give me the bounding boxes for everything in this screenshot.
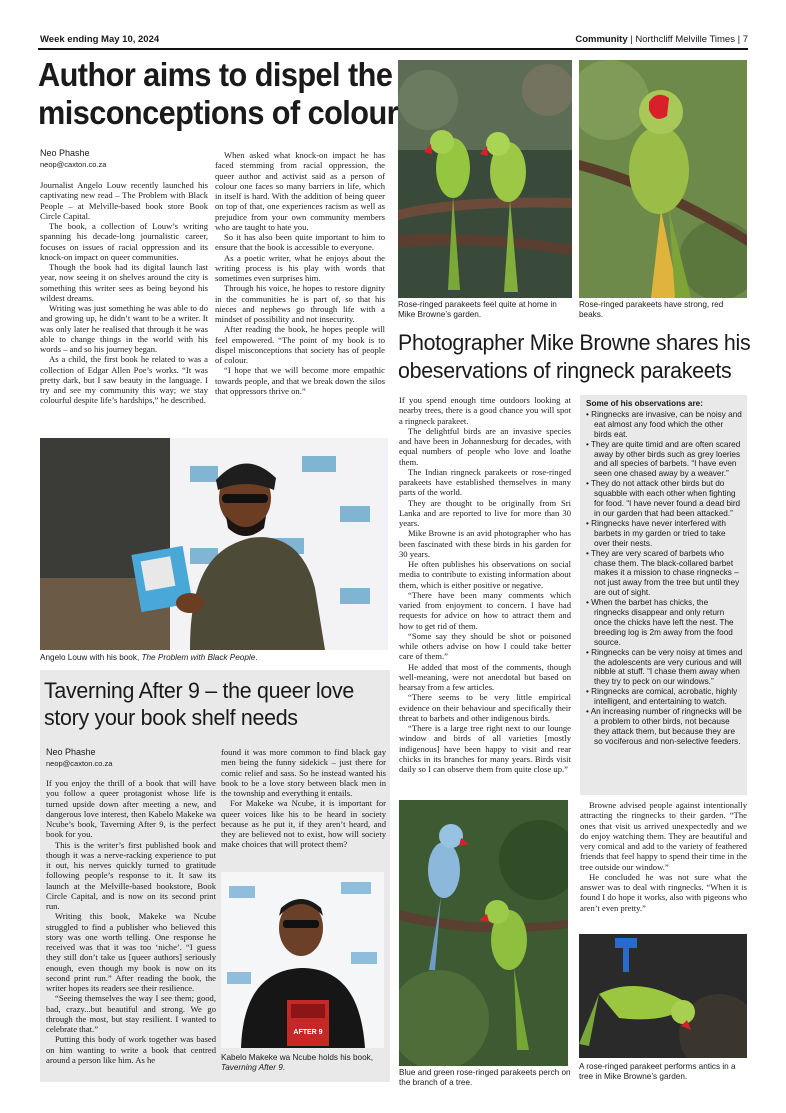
article3-column1 xyxy=(399,395,571,791)
article1-byline xyxy=(40,148,106,170)
paragraph: If you enjoy the thrill of a book that will have you follow a queer protagonist whose life is turned upside down after meeting a new, and dangerous love interest, then Kabelo Makeke wa Ncube’s book, Taverning After 9, is the perfect book for you. xyxy=(46,778,216,840)
observation-item: • Ringnecks have never interfered with barbets in my garden or tried to take over their nests. xyxy=(586,519,743,549)
article2-column2 xyxy=(221,747,386,867)
paragraph: “There is a large tree right next to our lounge window and birds of all varieties [mostly indigenous] have been happy to visit and rear chicks in its branches for many years. Birds visit daily so I can observe them from quite close up.” xyxy=(399,723,571,774)
parakeet-red-beak-photo xyxy=(579,60,747,298)
byline-email[interactable]: neop@caxton.co.za xyxy=(46,759,113,768)
article1-headline xyxy=(38,56,399,132)
caption-bottom-right: A rose-ringed parakeet performs antics in a tree in Mike Browne’s garden. xyxy=(579,1062,736,1081)
paragraph: As a poetic writer, what he enjoys about the writing process is his play with words that sometimes even surprises him. xyxy=(215,252,385,283)
article1-column2 xyxy=(215,150,385,434)
paragraph: Through his voice, he hopes to restore dignity in the communities he is part of, so that his nieces and nephews go through life with a mindset of possibility and not insecurity. xyxy=(215,283,385,324)
article1-headline-line1: Author aims to dispel the xyxy=(38,56,393,93)
observation-item: • Ringnecks are invasive, can be noisy and eat almost any food which the other birds eat. xyxy=(586,410,743,440)
article2-headline-line2: story your book shelf needs xyxy=(44,705,298,730)
byline-email[interactable]: neop@caxton.co.za xyxy=(40,160,107,169)
article3-headline-line1: Photographer Mike Browne shares his xyxy=(398,330,751,355)
paragraph: “There seems to be very little empirical evidence on their behaviour and specifically their threat to barbets and other indigenous birds. xyxy=(399,692,571,723)
paragraph: They are thought to be originally from Sri Lanka and are reported to live for more than 30 years. xyxy=(399,497,571,528)
kabelo-photo-caption: Kabelo Makeke wa Ncube holds his book, Taverning After 9. xyxy=(221,1053,374,1072)
paragraph: If you spend enough time outdoors looking at nearby trees, there is a good chance you will spot a ringneck parakeet. xyxy=(399,395,571,426)
article3-headline-line2: obeservations of ringneck parakeets xyxy=(398,358,732,383)
observation-item: • They do not attack other birds but do squabble with each other when fighting for food. “I have never found a dead bird in our garden that had been attacked.” xyxy=(586,479,743,519)
article2-column1 xyxy=(46,778,216,1082)
issue-date: Week ending May 10, 2024 xyxy=(40,34,160,45)
article1-headline-line2: misconceptions of colour xyxy=(38,94,399,131)
article2-headline xyxy=(44,677,377,731)
observation-item: • They are quite timid and are often scared away by other birds such as grey loeries and all species of barbets. “I have even seen one chased away by a weaver.” xyxy=(586,440,743,480)
paragraph: He often publishes his observations on social media to contribute to existing information about them, which is either positive or negative. xyxy=(399,559,571,590)
paragraph: This is the writer’s first published book and though it was a nerve-racking experience to put it out, his nerves quickly turned to gratitude following people’s response to it. It saw its launch at the Melville-based bookstore, Book Circle Capital, and is now on its second print run. xyxy=(46,839,216,911)
observation-item: • They are very scared of barbets who chase them. The black-collared barbet makes it a mission to chase ringnecks – not just away from the tree but until they are out of sight. xyxy=(586,549,743,599)
paragraph: found it was more common to find black gay men being the funny sidekick – just there for comic relief and sass. So he instead wanted his book to be a love story between black men in the township and everything it entails. xyxy=(221,747,386,798)
article2-byline xyxy=(46,747,112,769)
paragraph: Mike Browne is an avid photographer who has been fascinated with these birds in his garden for 30 years. xyxy=(399,528,571,559)
article3-headline xyxy=(398,329,751,385)
byline-name: Neo Phashe xyxy=(40,148,90,158)
caption-bottom-left: Blue and green rose-ringed parakeets perch on the branch of a tree. xyxy=(399,1068,571,1087)
paragraph: The book, a collection of Louw’s writing spanning his decade-long journalistic career, focuses on issues of racial oppression and its knock-on impact on queer communities. xyxy=(40,221,208,262)
paragraph: When asked what knock-on impact he has faced stemming from racial oppression, the queer author and activist said as a person of colour one faces so many barriers in life, which in itself is hard. With the addition of being queer on top of that, one experiences racism as well as prejudice from your own community members who are taught to hate you. xyxy=(215,150,385,232)
paragraph: For Makeke wa Ncube, it is important for queer voices like his to be heard in society because as he put it, if they aren’t heard, and they are believed not to exist, how will society make choices that will protect them? xyxy=(221,798,386,850)
article3-column3 xyxy=(580,800,747,934)
paragraph: As a child, the first book he related to was a collection of Edgar Allen Poe’s works. “It was pretty dark, but I saw beauty in the language. I try and see my community this way; we stay colourful despite life’s hardships,” he described. xyxy=(40,354,208,406)
angelo-photo-caption: Angelo Louw with his book, The Problem with Black People. xyxy=(40,653,258,662)
observation-item: • Ringnecks are comical, acrobatic, highly intelligent, and entertaining to watch. xyxy=(586,687,743,707)
paragraph: Though the book had its digital launch last year, now seeing it on shelves around the city is something this writer sees as being beyond his wildest dreams. xyxy=(40,262,208,303)
article2-headline-line1: Taverning After 9 – the queer love xyxy=(44,678,354,703)
paragraph: So it has also been quite important to him to ensure that the book is accessible to everyone. xyxy=(215,232,385,253)
paragraph: After reading the book, he hopes people will feel empowered. “The point of my book is to dispel misconceptions that society has of people of colour. xyxy=(215,324,385,365)
section-label xyxy=(575,34,748,45)
angelo-louw-photo xyxy=(40,438,388,650)
paragraph: “Seeing themselves the way I see them; good, bad, crazy...but beautiful and strong. We go through the most, but stay resilient. I wanted to celebrate that.” xyxy=(46,993,216,1034)
observations-list xyxy=(586,399,743,747)
section-name: Community xyxy=(575,34,628,45)
paragraph: Browne advised people against intentionally attracting the ringnecks to their garden. “The ones that visit us arrived unexpectedly and we do enjoy watching them. They are beautiful and very comical and add to the variety of feathered friends that feel happy to spend their time in the tree outside our window.” xyxy=(580,800,747,872)
paragraph: The delightful birds are an invasive species and have been in Johannesburg for decades, with equal numbers of people who love and loathe them. xyxy=(399,425,571,467)
paragraph: Journalist Angelo Louw recently launched his captivating new read – The Problem with Black People – at Melville-based book store Book Circle Capital. xyxy=(40,180,208,221)
blue-green-parakeets-photo xyxy=(399,800,568,1066)
observation-item: • When the barbet has chicks, the ringnecks disappear and only return once the chicks have left the nest. The breeding log is 2m away from the food source. xyxy=(586,598,743,648)
paragraph: He added that most of the comments, though well-meaning, were not anecdotal but based on hearsay from a few articles. xyxy=(399,661,571,692)
paragraph: “I hope that we will become more empathic towards people, and that we break down the silos that oppressors thrive on.” xyxy=(215,365,385,396)
paragraph: Writing was just something he was able to do and growing up, he didn’t want to be a writer. It was only later he realised that through it he was able to change things in the world with his words – and so his journey began. xyxy=(40,303,208,354)
paragraph: He concluded he was not sure what the answer was to deal with ringnecks. “When it is found I do hope it works, also with pigeons who aren’t even pretty.” xyxy=(580,871,747,913)
paper-name-page: | Northcliff Melville Times | 7 xyxy=(627,34,748,45)
observation-item: • An increasing number of ringnecks will be a problem to other birds, not because they attack them, but because they are so vociferous and non-selective feeders. xyxy=(586,707,743,747)
paragraph: Putting this body of work together was based on him wanting to write a book that centred around a person like him. As he xyxy=(46,1034,216,1065)
observations-title: Some of his observations are: xyxy=(586,399,703,408)
book-cover-title: AFTER 9 xyxy=(293,1029,323,1036)
caption-top-right: Rose-ringed parakeets have strong, red beaks. xyxy=(579,300,724,319)
kabelo-ncube-photo xyxy=(221,872,384,1048)
paragraph: Writing this book, Makeke wa Ncube struggled to find a publisher who believed this story was one worth telling. One response he received was that it was too ‘niche’. “I guess they still don’t take us [queer authors] seriously enough, even though my book is now on its second print run.” After reading the book, the writer hopes its readers see their resilience. xyxy=(46,911,216,993)
article1-column1 xyxy=(40,180,208,436)
parakeets-pair-photo xyxy=(398,60,572,298)
paragraph: “Some say they should be shot or poisoned while others advise on how I could take better care of them.” xyxy=(399,630,571,662)
paragraph: “There have been many comments which varied from enjoyment to concern. I have had requests for advice on how to attract them and how to get rid of them. xyxy=(399,589,571,631)
parakeet-antics-photo xyxy=(579,934,747,1058)
observation-item: • Ringnecks can be very noisy at times and the adolescents are very curious and will nibble at stuff. “I chase them away when they try to peck on our windows.” xyxy=(586,648,743,688)
caption-top-left: Rose-ringed parakeets feel quite at home in Mike Browne’s garden. xyxy=(398,300,557,319)
byline-name: Neo Phashe xyxy=(46,747,96,757)
paragraph: The Indian ringneck parakeets or rose-ringed parakeets have established themselves in many parts of the world. xyxy=(399,466,571,498)
header-rule xyxy=(38,48,748,50)
